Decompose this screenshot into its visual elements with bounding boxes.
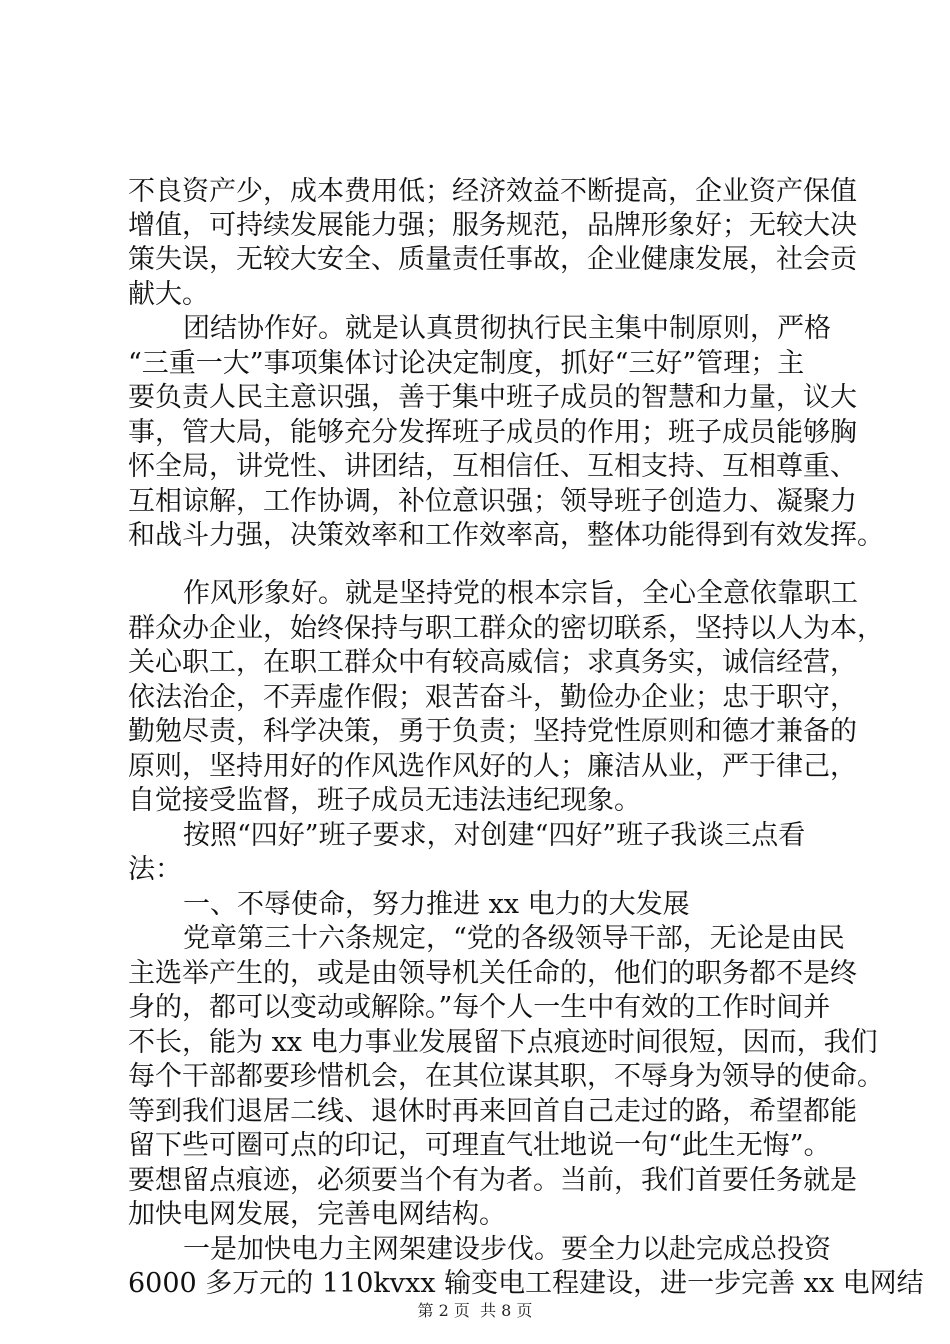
text-line: 献大。 (128, 279, 209, 310)
text-line: 等到我们退居二线、退休时再来回首自己走过的路，希望都能 (128, 1096, 857, 1127)
text-line: 作风形象好。就是坚持党的根本宗旨，全心全意依靠职工 (183, 578, 858, 609)
text-line: 主选举产生的，或是由领导机关任命的，他们的职务都不是终 (128, 958, 857, 989)
text-line: 增值，可持续发展能力强；服务规范，品牌形象好；无较大决 (128, 210, 857, 241)
page-number-footer: 第 2 页 共 8 页 (417, 1301, 533, 1320)
text-line: 不良资产少，成本费用低；经济效益不断提高，企业资产保值 (128, 176, 857, 207)
text-line: 要负责人民主意识强，善于集中班子成员的智慧和力量，议大 (128, 382, 857, 413)
text-line: 互相谅解，工作协调，补位意识强；领导班子创造力、凝聚力 (128, 486, 857, 517)
text-line: “三重一大”事项集体讨论决定制度，抓好“三好”管理；主 (128, 348, 805, 379)
text-line: 和战斗力强，决策效率和工作效率高，整体功能得到有效发挥。 (128, 520, 884, 551)
text-line: 留下些可圈可点的印记，可理直气壮地说一句“此生无悔”。 (128, 1130, 831, 1161)
text-line: 自觉接受监督，班子成员无违法违纪现象。 (128, 785, 641, 816)
text-line: 怀全局，讲党性、讲团结，互相信任、互相支持、互相尊重、 (128, 451, 857, 482)
text-line: 原则，坚持用好的作风选作风好的人；廉洁从业，严于律己， (128, 751, 857, 782)
text-line: 身的，都可以变动或解除。”每个人一生中有效的工作时间并 (128, 992, 831, 1023)
text-line: 勤勉尽责，科学决策，勇于负责；坚持党性原则和德才兼备的 (128, 716, 857, 747)
text-line: 事，管大局，能够充分发挥班子成员的作用；班子成员能够胸 (128, 417, 857, 448)
text-line: 按照“四好”班子要求，对创建“四好”班子我谈三点看 (183, 820, 806, 851)
text-line: 每个干部都要珍惜机会，在其位谋其职，不辱身为领导的使命。 (128, 1061, 884, 1092)
text-line: 一是加快电力主网架建设步伐。要全力以赴完成总投资 (183, 1234, 831, 1265)
text-line: 加快电网发展，完善电网结构。 (128, 1199, 506, 1230)
text-line: 不长，能为 xx 电力事业发展留下点痕迹时间很短，因而，我们 (128, 1027, 878, 1058)
text-line: 策失误，无较大安全、质量责任事故，企业健康发展，社会贡 (128, 244, 857, 275)
text-line: 依法治企，不弄虚作假；艰苦奋斗，勤俭办企业；忠于职守， (128, 682, 857, 713)
text-line: 要想留点痕迹，必须要当个有为者。当前，我们首要任务就是 (128, 1165, 857, 1196)
text-line: 6000 多万元的 110kvxx 输变电工程建设，进一步完善 xx 电网结 (128, 1268, 924, 1299)
section-heading: 一、不辱使命，努力推进 xx 电力的大发展 (183, 889, 690, 920)
text-line: 团结协作好。就是认真贯彻执行民主集中制原则，严格 (183, 313, 831, 344)
text-line: 关心职工，在职工群众中有较高威信；求真务实，诚信经营， (128, 647, 857, 678)
text-line: 党章第三十六条规定，“党的各级领导干部，无论是由民 (183, 923, 845, 954)
text-line: 法： (128, 854, 182, 885)
text-line: 群众办企业，始终保持与职工群众的密切联系，坚持以人为本， (128, 613, 884, 644)
